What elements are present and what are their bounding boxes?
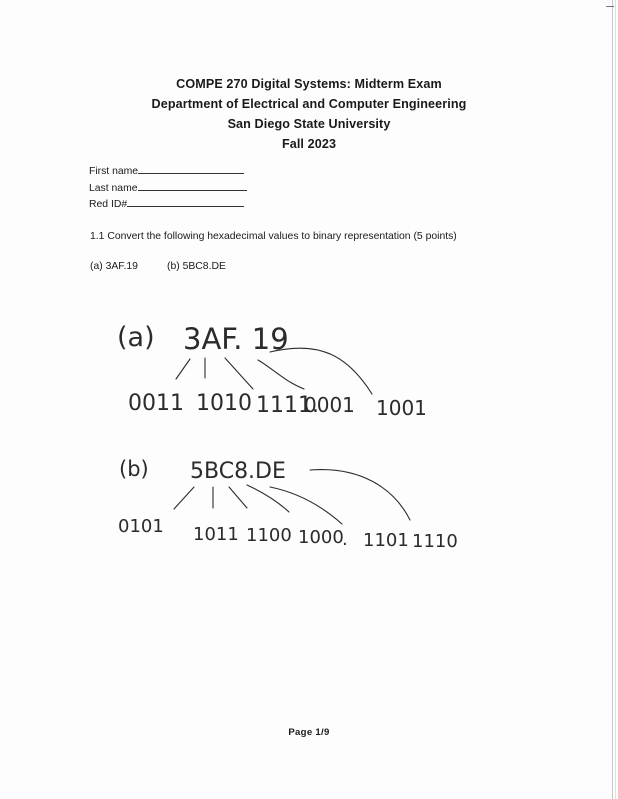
answer-a-bin-2: 1111. bbox=[256, 393, 319, 418]
department-name: Department of Electrical and Computer Engineering bbox=[151, 97, 467, 111]
answer-a-connector-1 bbox=[176, 359, 190, 379]
answer-a-label: (a) bbox=[117, 322, 155, 353]
university-name: San Diego State University bbox=[227, 117, 391, 131]
question-1-1: 1.1 Convert the following hexadecimal values to binary representation (5 points) bbox=[90, 231, 457, 242]
answer-b-label: (b) bbox=[119, 457, 149, 481]
answer-a-hex: 3AF. 19 bbox=[183, 322, 289, 356]
course-title: COMPE 270 Digital Systems: Midterm Exam bbox=[176, 77, 442, 91]
answer-a-bin-1: 1010 bbox=[196, 391, 252, 416]
answer-b-hex: 5BC8.DE bbox=[190, 459, 286, 484]
answer-a-connector-3 bbox=[225, 358, 253, 389]
answer-a-bin-4: 1001 bbox=[376, 396, 427, 420]
answer-b-bin-6: 1110 bbox=[412, 531, 458, 552]
first-name-label: First name bbox=[89, 166, 139, 177]
last-name-label: Last name bbox=[89, 183, 138, 194]
page-number: Page 1/9 bbox=[288, 727, 330, 738]
red-id-label: Red ID# bbox=[89, 199, 128, 210]
answer-b-connector-1 bbox=[174, 487, 194, 509]
answer-b-connector-4 bbox=[247, 485, 289, 512]
answer-a-bin-0: 0011 bbox=[128, 391, 184, 416]
term: Fall 2023 bbox=[281, 137, 337, 151]
answer-b-bin-0: 0101 bbox=[118, 516, 164, 537]
answer-b-bin-2: 1100 bbox=[246, 525, 292, 546]
answer-b-connector-6 bbox=[310, 470, 410, 520]
part-a-prompt: (a) 3AF.19 bbox=[90, 261, 138, 272]
answer-b-connector-3 bbox=[229, 487, 247, 508]
part-b-prompt: (b) 5BC8.DE bbox=[167, 261, 226, 272]
answer-b-bin-3: 1000 bbox=[298, 527, 344, 548]
answer-b-bin-1: 1011 bbox=[193, 524, 239, 545]
answer-b-bin-5: 1101 bbox=[363, 530, 409, 551]
answer-b-bin-dot: . bbox=[342, 529, 348, 550]
answer-a-bin-3: 0001 bbox=[304, 393, 355, 417]
answer-a-connector-4 bbox=[258, 360, 304, 389]
